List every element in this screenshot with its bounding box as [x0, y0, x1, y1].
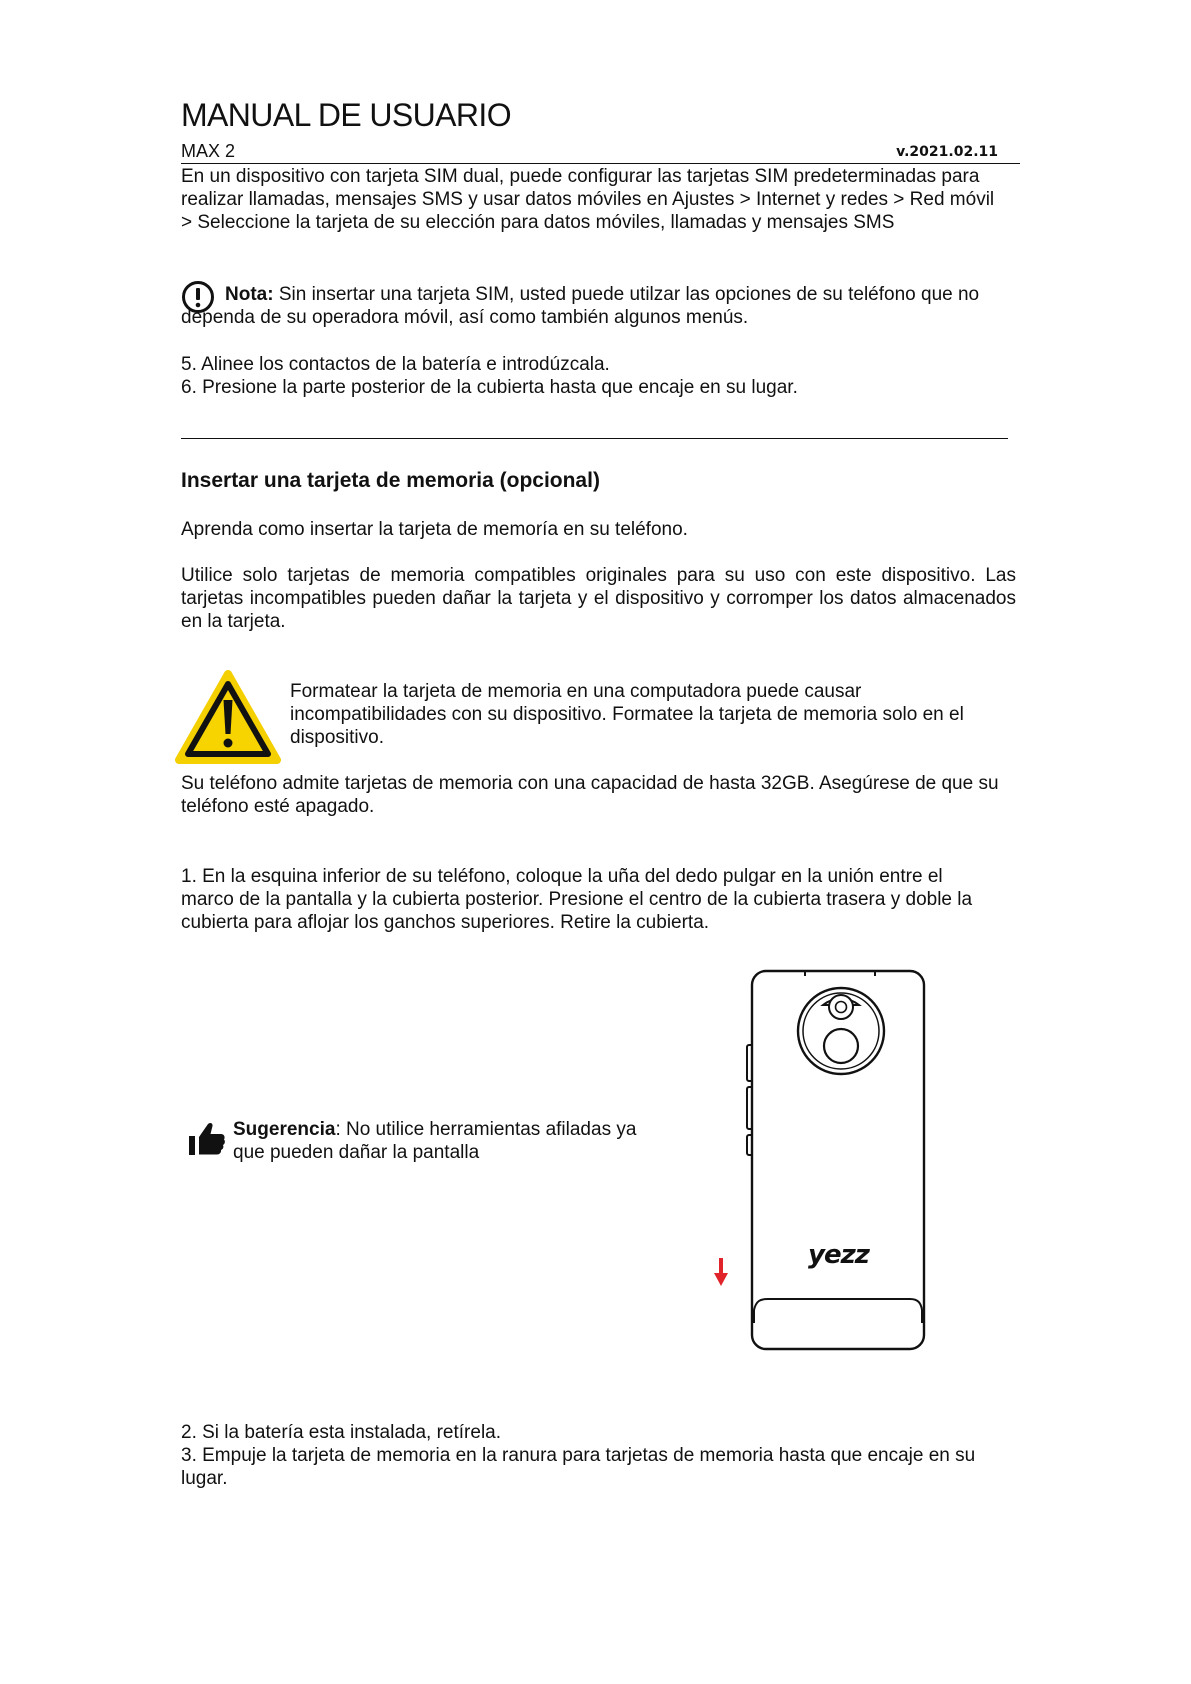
- tip-label: Sugerencia: [233, 1119, 336, 1140]
- battery-step-6: 6. Presione la parte posterior de la cubierta hasta que encaje en su lugar.: [181, 377, 798, 398]
- warning-paragraph: Formatear la tarjeta de memoria en una computadora puede causar incompatibilidades con su dispositivo. Formatee la tarjeta de memoria solo en el dispositivo.: [290, 681, 964, 749]
- warning-triangle-icon: [175, 668, 281, 768]
- compat-paragraph: Utilice solo tarjetas de memoria compatibles originales para su uso con este dispositivo. Las tarjetas incompatibles pueden dañar la tarjeta y el dispositivo y corromper los datos almacenados en la tarjeta.: [181, 565, 1016, 633]
- phone-back-illustration: [700, 965, 940, 1355]
- memory-intro: Aprenda como insertar la tarjeta de memoría en su teléfono.: [181, 519, 688, 540]
- brand-logo: yezz: [808, 1240, 869, 1270]
- memory-step-3: 3. Empuje la tarjeta de memoria en la ranura para tarjetas de memoria hasta que encaje en su lugar.: [181, 1445, 976, 1490]
- tip-paragraph: [233, 1118, 673, 1164]
- capacity-paragraph: Su teléfono admite tarjetas de memoria con una capacidad de hasta 32GB. Asegúrese de que su teléfono esté apagado.: [181, 773, 999, 818]
- step-1-paragraph: 1. En la esquina inferior de su teléfono, coloque la uña del dedo pulgar en la unión entre el marco de la pantalla y la cubierta posterior. Presione el centro de la cubierta trasera y doble la cubierta para aflojar los ganchos superiores. Retire la cubierta.: [181, 866, 973, 934]
- section-heading: Insertar una tarjeta de memoria (opcional): [181, 469, 600, 492]
- thumbs-up-icon: [188, 1121, 226, 1157]
- version-number: v.2021.02.11: [896, 144, 998, 160]
- battery-step-5: 5. Alinee los contactos de la batería e introdúzcala.: [181, 354, 610, 375]
- memory-step-2: 2. Si la batería esta instalada, retírela.: [181, 1422, 502, 1443]
- note-text: Sin insertar una tarjeta SIM, usted puede utilzar las opciones de su teléfono que no dependa de su operadora móvil, así como también algunos menús.: [181, 284, 980, 329]
- model-name: MAX 2: [181, 141, 236, 161]
- arrow-down-icon: [714, 1258, 728, 1286]
- section-divider: [181, 438, 1008, 439]
- page-title: MANUAL DE USUARIO: [181, 97, 512, 133]
- header-subtitle-row: [181, 139, 1020, 164]
- sim-config-paragraph: En un dispositivo con tarjeta SIM dual, puede configurar las tarjetas SIM predeterminadas para realizar llamadas, mensajes SMS y usar datos móviles en Ajustes > Internet y redes > Red móvil > Seleccione la tarjeta de su elección para datos móviles, llamadas y mensajes SMS: [181, 166, 995, 234]
- tip-text: : No utilice herramientas afiladas ya que pueden dañar la pantalla: [233, 1119, 637, 1164]
- note-paragraph: [181, 283, 1011, 329]
- note-label: Nota:: [225, 284, 274, 305]
